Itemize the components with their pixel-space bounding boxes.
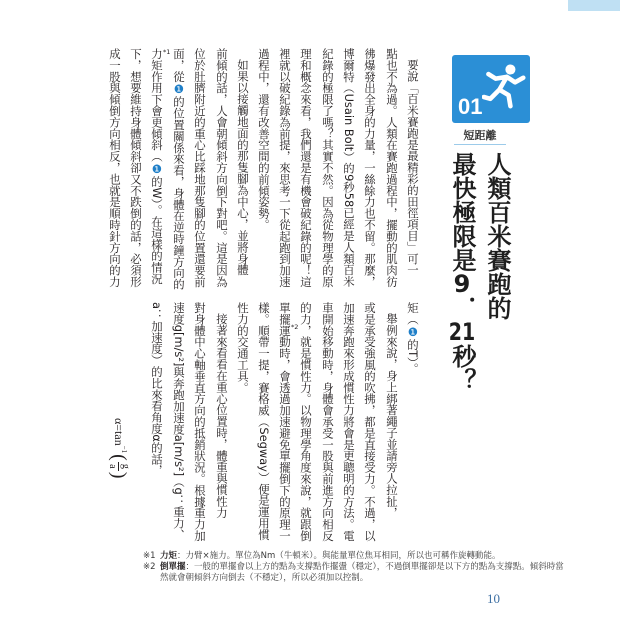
title-part: 9 bbox=[453, 272, 471, 296]
upper-column-3: 彿爆發出全身的力量，一絲餘力也不留。那麼， bbox=[363, 48, 377, 288]
formula-denominator: a bbox=[107, 464, 119, 469]
lower-column-8: 樣。順帶一提，賽格威（Segway）便是運用慣 bbox=[257, 302, 271, 541]
footnote-text: ：一般的單擺會以上方的點為支撐點作擺盪（穩定），不過倒單擺卻是以下方的點為支撐點。傾斜時當然就會朝傾斜方向倒去（不穩定），所以必須加以控制。 bbox=[160, 562, 564, 584]
thumb-index-tab bbox=[568, 0, 620, 11]
lower-column-1: 矩（❶的T）。 bbox=[406, 302, 420, 375]
upper-column-1: 要說「百米賽跑是最精彩的田徑項目」可一 bbox=[406, 59, 420, 276]
upper-column-5: 紀錄的極限了嗎？其實不然。因為從物理學的原 bbox=[321, 48, 335, 288]
footnote-ref-1: *1 bbox=[163, 48, 171, 56]
footnote-marker: ※2 bbox=[143, 562, 156, 573]
upper-column-11: 位於肚臍附近的重心比踩地那隻腳的位置還要前 bbox=[193, 48, 207, 288]
formula-exponent: −1 bbox=[120, 445, 128, 454]
upper-column-10: 前傾的話，人會朝傾斜方向倒下對吧。這是因為 bbox=[215, 48, 229, 288]
circled-number-1: ❶ bbox=[172, 82, 186, 97]
title-part: 最快極限是 bbox=[448, 152, 476, 272]
lower-column-4: 加速奔跑來形成慣性力將會是更聰明的方法。電 bbox=[342, 302, 356, 542]
formula-lhs: α=tan bbox=[112, 418, 126, 446]
page-number: 10 bbox=[487, 591, 500, 606]
formula-close-paren: ) bbox=[108, 471, 130, 479]
lower-column-3: 或是承受強風的吹拂，都是直接受力。不過，以 bbox=[363, 302, 377, 542]
lower-column-11: 對身體中心軸垂直方向的抵銷狀況。根據重力加 bbox=[193, 302, 207, 542]
running-figure-icon bbox=[482, 61, 526, 111]
title-part: 21 bbox=[448, 320, 476, 344]
title-part: ． bbox=[448, 296, 476, 320]
formula-fraction bbox=[108, 462, 131, 471]
lower-column-7: 單擺運動時，會透過加速避免單擺倒下的原理一 bbox=[278, 302, 292, 542]
footnote-text: ：力臂×施力。單位為Nm（牛頓米）。與能量單位焦耳相同，所以也可稱作旋轉動能。 bbox=[177, 551, 501, 561]
footnotes bbox=[143, 551, 565, 585]
footnote-term: 力矩 bbox=[160, 551, 178, 561]
upper-column-6: 理和概念來看，我們還是有機會破紀錄的呢！這 bbox=[299, 48, 313, 288]
footnote-term: 倒單擺 bbox=[160, 562, 186, 573]
upper-column-8: 過程中，還有改善空間的前傾姿勢。 bbox=[257, 48, 271, 231]
upper-column-14: 下，想要維持身體傾斜卻又不跌倒的話，必須形 bbox=[129, 48, 143, 288]
upper-column-12: 面，從❶的位置關係來看，身體在逆時鐘方向的 bbox=[172, 48, 186, 291]
upper-column-7: 裡就以破紀錄為前提，來思考一下從起跑到加速 bbox=[278, 48, 292, 288]
category-label: 短距離 bbox=[454, 128, 506, 145]
formula-open-paren: ( bbox=[108, 454, 130, 461]
angle-formula bbox=[107, 418, 131, 480]
lower-column-12: 速度g[m/s²]與奔跑加速度a[m/s²]（g：重力、 bbox=[172, 302, 186, 541]
formula-numerator: g bbox=[120, 463, 132, 469]
upper-column-13: 力矩作用下會更傾斜（❶的W）。在這樣的情況 bbox=[150, 48, 164, 285]
lower-column-10: 接著來看看在重心位置時，體重與慣性力 bbox=[215, 313, 229, 519]
footnote-2 bbox=[143, 562, 565, 584]
title-part: 秒？ bbox=[448, 344, 476, 392]
title-line-2 bbox=[449, 152, 475, 392]
section-number: 01 bbox=[458, 94, 483, 119]
lower-column-9: 性力的交通工具。 bbox=[236, 302, 250, 394]
circled-number-1: ❶ bbox=[150, 162, 164, 176]
lower-column-5: 車開始移動時，身體會承受一股與前進方向相反 bbox=[321, 302, 335, 542]
section-header-box bbox=[452, 55, 530, 123]
footnote-1 bbox=[143, 551, 565, 562]
circled-number-1: ❶ bbox=[406, 324, 420, 339]
title-line-1: 人類百米賽跑的 bbox=[483, 152, 511, 320]
footnote-ref-2: *2 bbox=[291, 323, 299, 331]
upper-column-9: 如果以接觸地面的那隻腳為中心，並將身體 bbox=[236, 59, 250, 276]
upper-column-15: 成一股與傾倒方向相反，也就是順時針方向的力 bbox=[108, 48, 122, 288]
footnote-marker: ※1 bbox=[143, 551, 156, 561]
upper-column-4: 博爾特（Usain Bolt）的9秒58已經是人類百米 bbox=[342, 48, 356, 288]
lower-column-13: a：加速度）的比來看角度α的話， bbox=[150, 302, 164, 477]
upper-column-2: 點也不為過。人類在賽跑過程中，擺動的肌肉彷 bbox=[385, 48, 399, 288]
lower-column-6: 的力，就是慣性力。以物理學角度來說，就跟倒 bbox=[299, 302, 313, 542]
lower-column-2: 舉例來說，身上綁著繩子並請旁人拉扯， bbox=[385, 313, 399, 519]
